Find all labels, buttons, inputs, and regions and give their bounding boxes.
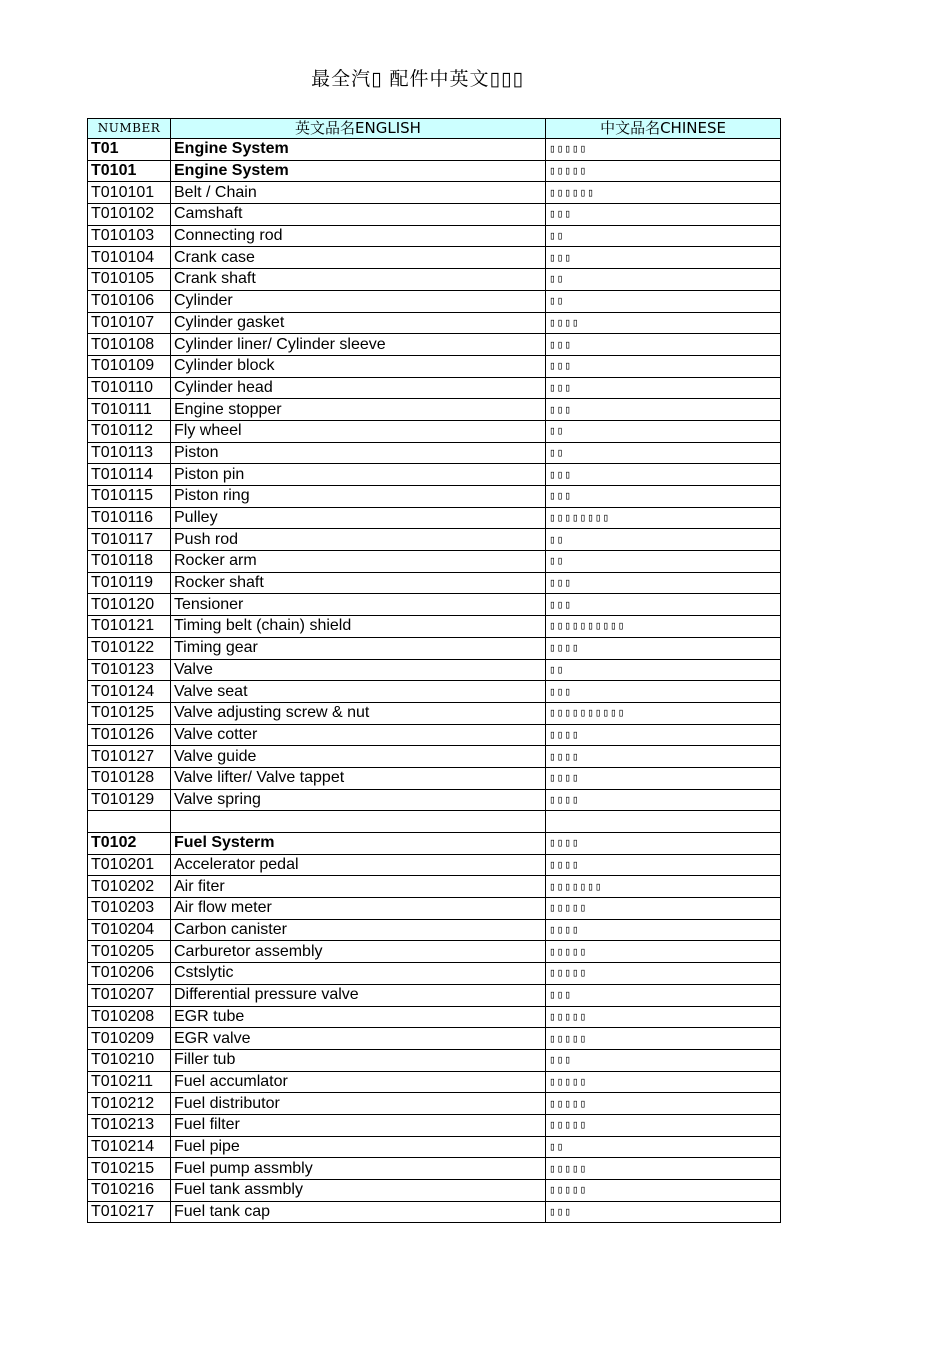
english-name-cell: Valve cotter: [171, 724, 546, 746]
chinese-name-cell: ▯▯▯▯▯: [546, 1093, 781, 1115]
table-row: [88, 898, 781, 920]
part-number-cell: T010111: [88, 399, 171, 421]
english-name-cell: Engine System: [171, 139, 546, 161]
english-name-cell: Push rod: [171, 529, 546, 551]
chinese-name-cell: ▯▯: [546, 529, 781, 551]
chinese-name-cell: ▯▯: [546, 659, 781, 681]
part-number-cell: T010204: [88, 919, 171, 941]
english-name-cell: Camshaft: [171, 204, 546, 226]
english-name-cell: Cstslytic: [171, 963, 546, 985]
chinese-name-cell: ▯▯▯▯: [546, 312, 781, 334]
english-name-cell: Cylinder block: [171, 355, 546, 377]
chinese-name-cell: ▯▯▯: [546, 572, 781, 594]
english-name-cell: Tensioner: [171, 594, 546, 616]
english-name-cell: Piston ring: [171, 486, 546, 508]
english-name-cell: EGR valve: [171, 1028, 546, 1050]
table-row: [88, 702, 781, 724]
english-name-cell: Connecting rod: [171, 225, 546, 247]
table-row: [88, 442, 781, 464]
chinese-name-cell: ▯▯: [546, 225, 781, 247]
chinese-name-cell: ▯▯▯▯: [546, 724, 781, 746]
english-name-cell: Rocker arm: [171, 551, 546, 573]
english-name-cell: Crank case: [171, 247, 546, 269]
part-number-cell: T010128: [88, 767, 171, 789]
table-row: [88, 1158, 781, 1180]
part-number-cell: T0102: [88, 833, 171, 855]
english-name-cell: Differential pressure valve: [171, 984, 546, 1006]
part-number-cell: T010101: [88, 182, 171, 204]
chinese-name-cell: ▯▯▯: [546, 464, 781, 486]
table-row: [88, 464, 781, 486]
english-name-cell: Fuel distributor: [171, 1093, 546, 1115]
table-row: [88, 182, 781, 204]
chinese-name-cell: ▯▯▯: [546, 355, 781, 377]
english-name-cell: Accelerator pedal: [171, 854, 546, 876]
english-name-cell: Timing belt (chain) shield: [171, 616, 546, 638]
part-number-cell: T010108: [88, 334, 171, 356]
table-row: [88, 1071, 781, 1093]
part-number-cell: T010110: [88, 377, 171, 399]
part-number-cell: T010125: [88, 702, 171, 724]
chinese-name-cell: ▯▯▯▯▯: [546, 1028, 781, 1050]
part-number-cell: T010115: [88, 486, 171, 508]
table-row: [88, 529, 781, 551]
part-number-cell: T010214: [88, 1136, 171, 1158]
part-number-cell: T010113: [88, 442, 171, 464]
english-name-cell: Piston pin: [171, 464, 546, 486]
part-number-cell: T010107: [88, 312, 171, 334]
table-row: [88, 572, 781, 594]
chinese-name-cell: ▯▯▯: [546, 204, 781, 226]
english-name-cell: Valve: [171, 659, 546, 681]
part-number-cell: T010105: [88, 269, 171, 291]
chinese-name-cell: ▯▯▯▯▯: [546, 139, 781, 161]
english-name-cell: Fuel pump assmbly: [171, 1158, 546, 1180]
chinese-name-cell: ▯▯: [546, 1136, 781, 1158]
english-name-cell: Fly wheel: [171, 420, 546, 442]
table-row: [88, 854, 781, 876]
part-number-cell: T010106: [88, 290, 171, 312]
chinese-name-cell: ▯▯: [546, 442, 781, 464]
english-name-cell: Engine System: [171, 160, 546, 182]
english-name-cell: Cylinder: [171, 290, 546, 312]
table-row: [88, 681, 781, 703]
table-row: [88, 876, 781, 898]
chinese-name-cell: ▯▯▯▯▯▯: [546, 182, 781, 204]
part-number-cell: T010209: [88, 1028, 171, 1050]
english-name-cell: Valve adjusting screw & nut: [171, 702, 546, 724]
table-row: [88, 1114, 781, 1136]
chinese-name-cell: ▯▯▯▯: [546, 919, 781, 941]
table-row: [88, 789, 781, 811]
english-name-cell: Carbon canister: [171, 919, 546, 941]
chinese-name-cell: ▯▯▯▯▯: [546, 1071, 781, 1093]
part-number-cell: T010103: [88, 225, 171, 247]
english-name-cell: Timing gear: [171, 637, 546, 659]
english-name-cell: Air fiter: [171, 876, 546, 898]
chinese-name-cell: ▯▯▯: [546, 1049, 781, 1071]
part-number-cell: T010112: [88, 420, 171, 442]
part-number-cell: T010121: [88, 616, 171, 638]
english-name-cell: Rocker shaft: [171, 572, 546, 594]
parts-table: [87, 118, 781, 1223]
table-row: [88, 247, 781, 269]
header-english: 英文品名ENGLISH: [171, 119, 546, 139]
part-number-cell: T010127: [88, 746, 171, 768]
part-number-cell: T010119: [88, 572, 171, 594]
english-name-cell: Fuel tank cap: [171, 1201, 546, 1223]
english-name-cell: Fuel filter: [171, 1114, 546, 1136]
table-row: [88, 377, 781, 399]
table-row: [88, 1006, 781, 1028]
chinese-name-cell: ▯▯▯: [546, 594, 781, 616]
english-name-cell: Cylinder liner/ Cylinder sleeve: [171, 334, 546, 356]
english-name-cell: Valve seat: [171, 681, 546, 703]
english-name-cell: Cylinder head: [171, 377, 546, 399]
part-number-cell: T010122: [88, 637, 171, 659]
part-number-cell: T010201: [88, 854, 171, 876]
part-number-cell: T010123: [88, 659, 171, 681]
table-row: [88, 941, 781, 963]
chinese-name-cell: ▯▯: [546, 290, 781, 312]
table-row: [88, 1093, 781, 1115]
table-row: [88, 204, 781, 226]
part-number-cell: T010205: [88, 941, 171, 963]
header-chinese: 中文品名CHINESE: [546, 119, 781, 139]
part-number-cell: T010114: [88, 464, 171, 486]
table-row: [88, 1136, 781, 1158]
part-number-cell: T010208: [88, 1006, 171, 1028]
chinese-name-cell: ▯▯▯▯▯: [546, 941, 781, 963]
header-row: [88, 119, 781, 139]
chinese-name-cell: ▯▯▯▯▯▯▯▯: [546, 507, 781, 529]
table-row: [88, 1028, 781, 1050]
part-number-cell: T010104: [88, 247, 171, 269]
table-row: [88, 334, 781, 356]
english-name-cell: Fuel tank assmbly: [171, 1180, 546, 1202]
chinese-name-cell: ▯▯▯▯▯: [546, 898, 781, 920]
table-row: [88, 486, 781, 508]
part-number-cell: T010118: [88, 551, 171, 573]
table-row: [88, 963, 781, 985]
chinese-name-cell: ▯▯▯▯▯: [546, 1180, 781, 1202]
chinese-name-cell: ▯▯▯▯▯: [546, 1006, 781, 1028]
part-number-cell: T010207: [88, 984, 171, 1006]
table-row: [88, 919, 781, 941]
chinese-name-cell: ▯▯▯▯: [546, 746, 781, 768]
table-row: [88, 659, 781, 681]
chinese-name-cell: ▯▯▯▯▯▯▯▯▯▯: [546, 702, 781, 724]
table-row: [88, 160, 781, 182]
chinese-name-cell: ▯▯: [546, 420, 781, 442]
table-row: [88, 551, 781, 573]
english-name-cell: Valve spring: [171, 789, 546, 811]
blank-row: [88, 811, 781, 833]
table-row: [88, 290, 781, 312]
table-row: [88, 1180, 781, 1202]
part-number-cell: T01: [88, 139, 171, 161]
part-number-cell: [88, 811, 171, 833]
part-number-cell: T010116: [88, 507, 171, 529]
english-name-cell: Fuel pipe: [171, 1136, 546, 1158]
table-row: [88, 507, 781, 529]
part-number-cell: T010210: [88, 1049, 171, 1071]
chinese-name-cell: [546, 811, 781, 833]
english-name-cell: Fuel Systerm: [171, 833, 546, 855]
table-row: [88, 420, 781, 442]
chinese-name-cell: ▯▯: [546, 551, 781, 573]
table-row: [88, 833, 781, 855]
chinese-name-cell: ▯▯▯▯▯▯▯▯▯▯: [546, 616, 781, 638]
header-number: NUMBER: [88, 119, 171, 139]
table-row: [88, 1201, 781, 1223]
english-name-cell: Valve guide: [171, 746, 546, 768]
chinese-name-cell: ▯▯▯: [546, 377, 781, 399]
table-row: [88, 767, 781, 789]
table-row: [88, 746, 781, 768]
table-row: [88, 984, 781, 1006]
chinese-name-cell: ▯▯▯: [546, 247, 781, 269]
english-name-cell: Filler tub: [171, 1049, 546, 1071]
table-row: [88, 269, 781, 291]
part-number-cell: T010203: [88, 898, 171, 920]
table-row: [88, 225, 781, 247]
english-name-cell: Fuel accumlator: [171, 1071, 546, 1093]
page-title: 最全汽▯ 配件中英文▯▯▯: [311, 68, 524, 90]
english-name-cell: [171, 811, 546, 833]
part-number-cell: T010212: [88, 1093, 171, 1115]
english-name-cell: Piston: [171, 442, 546, 464]
part-number-cell: T010129: [88, 789, 171, 811]
table-row: [88, 355, 781, 377]
chinese-name-cell: ▯▯▯▯▯: [546, 1158, 781, 1180]
english-name-cell: EGR tube: [171, 1006, 546, 1028]
table-row: [88, 1049, 781, 1071]
chinese-name-cell: ▯▯▯▯▯: [546, 963, 781, 985]
chinese-name-cell: ▯▯▯▯▯▯▯: [546, 876, 781, 898]
part-number-cell: T010117: [88, 529, 171, 551]
part-number-cell: T010109: [88, 355, 171, 377]
chinese-name-cell: ▯▯▯▯: [546, 833, 781, 855]
part-number-cell: T010217: [88, 1201, 171, 1223]
chinese-name-cell: ▯▯▯▯: [546, 637, 781, 659]
chinese-name-cell: ▯▯▯: [546, 681, 781, 703]
part-number-cell: T010216: [88, 1180, 171, 1202]
english-name-cell: Crank shaft: [171, 269, 546, 291]
chinese-name-cell: ▯▯▯▯▯: [546, 160, 781, 182]
chinese-name-cell: ▯▯▯: [546, 334, 781, 356]
table-row: [88, 594, 781, 616]
chinese-name-cell: ▯▯▯▯: [546, 767, 781, 789]
table-body: [88, 139, 781, 1223]
part-number-cell: T010102: [88, 204, 171, 226]
table-row: [88, 616, 781, 638]
chinese-name-cell: ▯▯: [546, 269, 781, 291]
chinese-name-cell: ▯▯▯: [546, 399, 781, 421]
table-row: [88, 724, 781, 746]
part-number-cell: T010126: [88, 724, 171, 746]
chinese-name-cell: ▯▯▯▯: [546, 789, 781, 811]
part-number-cell: T010120: [88, 594, 171, 616]
english-name-cell: Carburetor assembly: [171, 941, 546, 963]
english-name-cell: Valve lifter/ Valve tappet: [171, 767, 546, 789]
chinese-name-cell: ▯▯▯: [546, 1201, 781, 1223]
part-number-cell: T010124: [88, 681, 171, 703]
part-number-cell: T010206: [88, 963, 171, 985]
table-row: [88, 399, 781, 421]
table-row: [88, 637, 781, 659]
english-name-cell: Belt / Chain: [171, 182, 546, 204]
english-name-cell: Cylinder gasket: [171, 312, 546, 334]
chinese-name-cell: ▯▯▯▯: [546, 854, 781, 876]
chinese-name-cell: ▯▯▯▯▯: [546, 1114, 781, 1136]
part-number-cell: T010211: [88, 1071, 171, 1093]
part-number-cell: T010202: [88, 876, 171, 898]
chinese-name-cell: ▯▯▯: [546, 486, 781, 508]
english-name-cell: Air flow meter: [171, 898, 546, 920]
part-number-cell: T0101: [88, 160, 171, 182]
part-number-cell: T010215: [88, 1158, 171, 1180]
english-name-cell: Engine stopper: [171, 399, 546, 421]
table-row: [88, 139, 781, 161]
chinese-name-cell: ▯▯▯: [546, 984, 781, 1006]
part-number-cell: T010213: [88, 1114, 171, 1136]
table-row: [88, 312, 781, 334]
english-name-cell: Pulley: [171, 507, 546, 529]
